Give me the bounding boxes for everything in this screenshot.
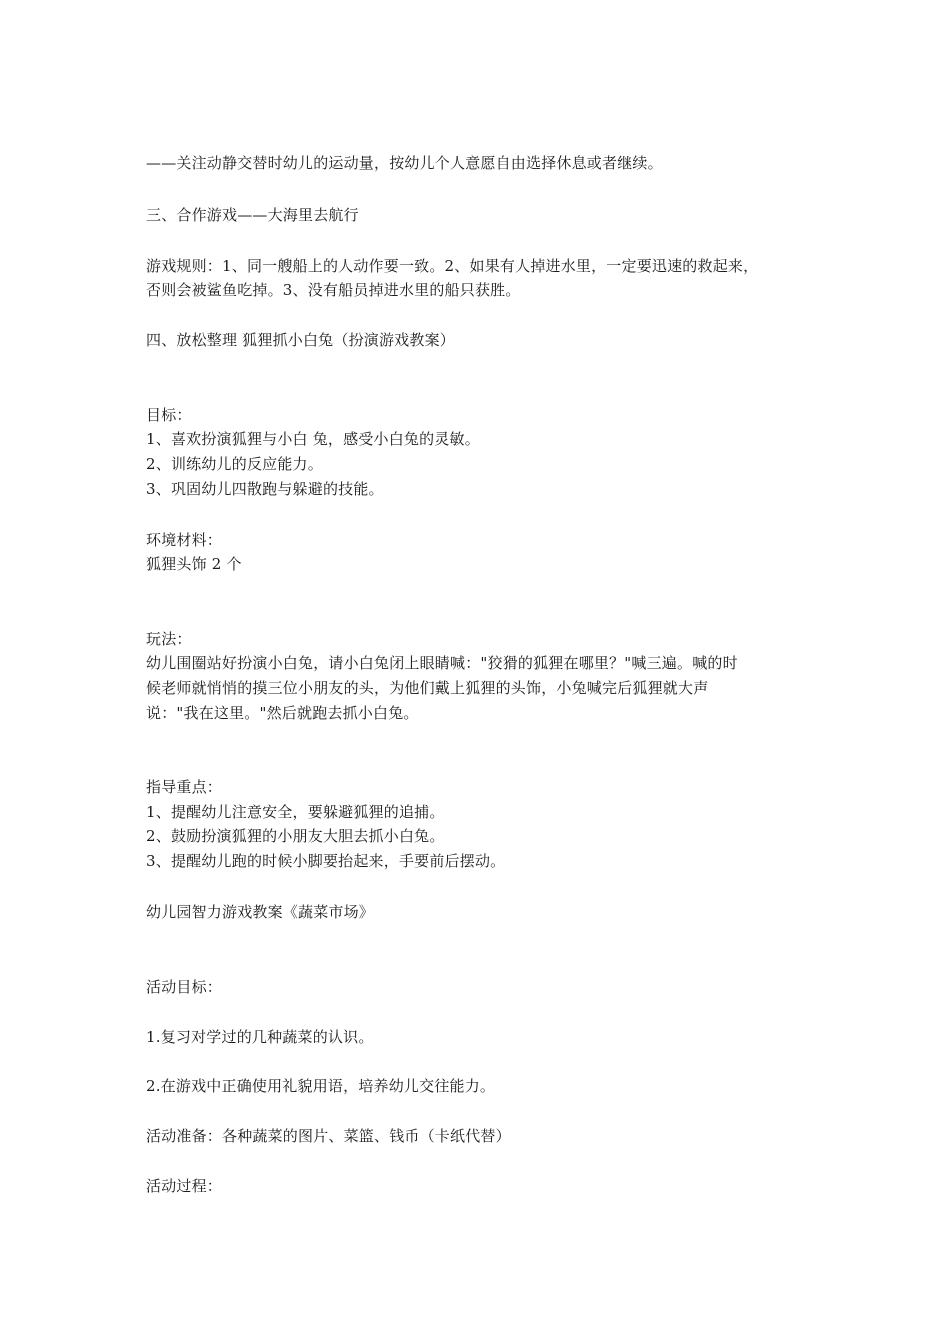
list-item: 3、提醒幼儿跑的时候小脚要抬起来，手要前后摆动。 (146, 852, 506, 870)
text-line: 活动目标： (146, 978, 223, 996)
list-item: 1、提醒幼儿注意安全，要躲避狐狸的追捕。 (146, 803, 445, 821)
section-heading: 三、合作游戏——大海里去航行 (146, 206, 359, 224)
text-line: 候老师就悄悄的摸三位小朋友的头，为他们戴上狐狸的头饰，小兔喊完后狐狸就大声 (146, 679, 709, 697)
text-line: ——关注动静交替时幼儿的运动量，按幼儿个人意愿自由选择休息或者继续。 (146, 154, 663, 172)
text-line: 幼儿围圈站好扮演小白兔，请小白兔闭上眼睛喊："狡猾的狐狸在哪里？"喊三遍。喊的时 (146, 654, 738, 672)
text-line: 游戏规则：1、同一艘船上的人动作要一致。2、如果有人掉进水里，一定要迅速的救起来， (146, 257, 759, 275)
text-line: 指导重点： (146, 778, 223, 796)
text-line: 狐狸头饰 2 个 (146, 555, 242, 573)
text-line: 玩法： (146, 630, 192, 648)
text-line: 否则会被鲨鱼吃掉。3、没有船员掉进水里的船只获胜。 (146, 281, 521, 299)
section-heading: 四、放松整理 狐狸抓小白兔（扮演游戏教案） (146, 331, 455, 349)
section-heading: 幼儿园智力游戏教案《蔬菜市场》 (146, 903, 375, 921)
text-line: 环境材料： (146, 531, 223, 549)
text-line: 活动准备：各种蔬菜的图片、菜篮、钱币（卡纸代替） (146, 1127, 511, 1145)
list-item: 2、鼓励扮演狐狸的小朋友大胆去抓小白兔。 (146, 827, 445, 845)
text-line: 活动过程： (146, 1177, 223, 1195)
list-item: 1、喜欢扮演狐狸与小白 兔，感受小白兔的灵敏。 (146, 430, 480, 448)
list-item: 2、训练幼儿的反应能力。 (146, 455, 323, 473)
text-line: 目标： (146, 406, 192, 424)
list-item: 3、巩固幼儿四散跑与躲避的技能。 (146, 480, 384, 498)
text-line: 1.复习对学过的几种蔬菜的认识。 (146, 1028, 374, 1046)
text-line: 说："我在这里。"然后就跑去抓小白兔。 (146, 704, 419, 722)
text-line: 2.在游戏中正确使用礼貌用语，培养幼儿交往能力。 (146, 1077, 496, 1095)
